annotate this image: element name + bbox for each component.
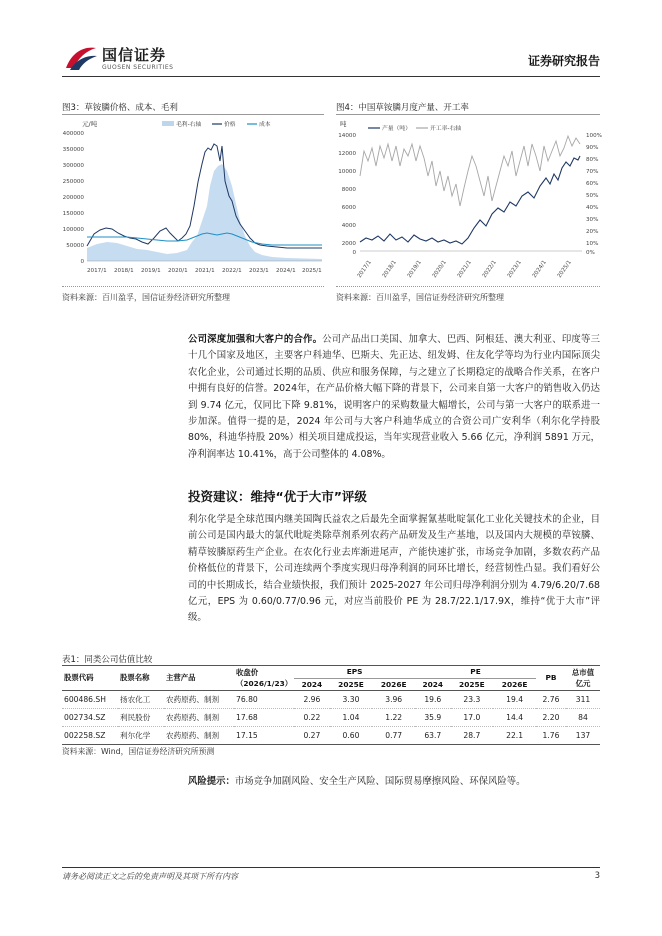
- page-header: [0, 0, 662, 78]
- guosen-logo-icon: [64, 42, 98, 72]
- cell-name: 扬农化工: [120, 694, 151, 704]
- table-row: [62, 708, 600, 726]
- cell-eps2: 3.30: [342, 694, 360, 704]
- x-tick: 2024/1: [531, 259, 548, 280]
- y-tick: 6000: [341, 205, 356, 211]
- cell-pe1: 63.7: [424, 730, 442, 740]
- figure3-unit: 元/吨: [82, 120, 98, 128]
- x-tick: 2017/1: [87, 268, 107, 274]
- y-tick: 0: [80, 259, 84, 265]
- legend-util: 开工率-右轴: [430, 126, 462, 132]
- risk-warning: [188, 773, 600, 787]
- legend-cost: 成本: [259, 122, 271, 128]
- section-title-investment: 投资建议：维持“优于大市”评级: [188, 489, 367, 504]
- th-eps-2024: 2024: [294, 678, 329, 690]
- y-tick: 150000: [62, 211, 84, 217]
- y-tick-right: 70%: [586, 169, 599, 175]
- cell-mktcap: 311: [575, 694, 591, 704]
- y-tick: 50000: [66, 243, 84, 249]
- cell-price: 17.68: [236, 712, 258, 722]
- th-pb: PB: [536, 666, 566, 690]
- th-mktcap-unit: 亿元: [566, 678, 600, 690]
- cell-pb: 2.76: [542, 694, 560, 704]
- figure4-chart: [336, 116, 600, 284]
- x-tick: 2023/1: [249, 268, 269, 274]
- y-tick-right: 30%: [586, 217, 599, 223]
- x-tick: 2017/1: [356, 259, 373, 280]
- figure4-caption: 图4：中国草铵膦月度产量、开工率: [336, 103, 469, 113]
- cell-name: 利尔化学: [120, 730, 151, 740]
- y-tick-right: 0%: [586, 250, 595, 256]
- cell-mktcap: 84: [578, 712, 588, 722]
- cell-eps3: 0.77: [385, 730, 403, 740]
- figure4-top-rule: [336, 114, 600, 115]
- y-tick: 0: [352, 250, 356, 256]
- figure3-x-axis: [87, 268, 322, 274]
- cell-eps2: 1.04: [342, 712, 360, 722]
- y-tick-right: 60%: [586, 181, 599, 187]
- cell-pe3: 14.4: [506, 712, 524, 722]
- cell-product: 农药原药、制剂: [166, 694, 220, 704]
- header-divider: [62, 76, 600, 77]
- y-tick: 8000: [341, 187, 356, 193]
- cell-pe1: 35.9: [424, 712, 442, 722]
- th-code: 股票代码: [62, 666, 118, 690]
- legend-price: 价格: [224, 122, 236, 128]
- y-tick: 250000: [62, 179, 84, 185]
- figure3-chart: [62, 116, 324, 284]
- cell-name: 利民股份: [120, 712, 151, 722]
- y-tick-right: 80%: [586, 157, 599, 163]
- x-tick: 2024/1: [276, 268, 296, 274]
- figure4-source: 资料来源：百川盈孚，国信证券经济研究所整理: [336, 293, 504, 302]
- cell-price: 76.80: [236, 694, 258, 704]
- y-tick: 2000: [341, 241, 356, 247]
- paragraph-lead: 公司深度加强和大客户的合作。: [188, 334, 323, 345]
- y-tick: 10000: [338, 169, 356, 175]
- y-tick-right: 10%: [586, 241, 599, 247]
- y-tick: 14000: [338, 133, 356, 139]
- th-name: 股票名称: [118, 666, 164, 690]
- figure4-y-axis-left: [338, 133, 356, 256]
- x-tick: 2018/1: [114, 268, 134, 274]
- x-tick: 2020/1: [431, 259, 448, 280]
- risk-text: 市场竞争加剧风险、安全生产风险、国际贸易摩擦风险、环保风险等。: [234, 776, 526, 787]
- th-eps: EPS: [294, 666, 415, 678]
- figure4-unit: 吨: [340, 120, 347, 128]
- table-row: [62, 690, 600, 708]
- x-tick: 2020/1: [168, 268, 188, 274]
- cell-eps3: 3.96: [385, 694, 403, 704]
- legend-output: 产量（吨）: [382, 126, 411, 132]
- th-eps-2026e: 2026E: [372, 678, 415, 690]
- cell-product: 农药原药、制剂: [166, 712, 220, 722]
- cell-pe2: 23.3: [463, 694, 481, 704]
- utilization-line: [360, 136, 580, 206]
- figure3-source: 资料来源：百川盈孚，国信证券经济研究所整理: [62, 293, 230, 302]
- y-tick-right: 40%: [586, 205, 599, 211]
- figure3-bottom-rule: [62, 286, 324, 287]
- y-tick-right: 50%: [586, 193, 599, 199]
- cell-code: 600486.SH: [64, 694, 106, 704]
- cell-code: 002734.SZ: [64, 712, 106, 722]
- figure3-y-axis: [63, 131, 85, 265]
- y-tick: 350000: [62, 147, 84, 153]
- th-eps-2025e: 2025E: [330, 678, 373, 690]
- cell-mktcap: 137: [575, 730, 591, 740]
- cell-code: 002258.SZ: [64, 730, 106, 740]
- table-row: [62, 726, 600, 744]
- risk-label: 风险提示：: [188, 776, 235, 787]
- y-tick: 200000: [62, 195, 84, 201]
- cell-eps1: 2.96: [303, 694, 321, 704]
- th-product: 主营产品: [164, 666, 234, 690]
- company-name-en: GUOSEN SECURITIES: [102, 64, 174, 71]
- output-line: [360, 156, 580, 244]
- table-source: 资料来源：Wind，国信证券经济研究所预测: [62, 747, 215, 756]
- y-tick-right: 20%: [586, 229, 599, 235]
- th-pe: PE: [415, 666, 536, 678]
- y-tick-right: 100%: [586, 133, 602, 139]
- x-tick: 2021/1: [195, 268, 215, 274]
- cell-price: 17.15: [236, 730, 258, 740]
- cell-pe2: 28.7: [463, 730, 481, 740]
- th-price-date: （2026/1/23）: [236, 679, 293, 689]
- x-tick: 2022/1: [222, 268, 242, 274]
- th-price: 收盘价: [236, 667, 259, 677]
- y-tick: 300000: [62, 163, 84, 169]
- cell-pe3: 19.4: [506, 694, 524, 704]
- cell-eps2: 0.60: [342, 730, 360, 740]
- y-tick: 4000: [341, 223, 356, 229]
- th-mktcap: 总市值: [571, 667, 595, 677]
- x-tick: 2022/1: [481, 259, 498, 280]
- y-tick: 100000: [62, 227, 84, 233]
- legend-margin: 毛利-右轴: [176, 122, 202, 128]
- x-tick: 2019/1: [406, 259, 423, 280]
- footer-divider: [62, 867, 600, 868]
- figure3-top-rule: [62, 114, 324, 115]
- paragraph-investment-advice: 利尔化学是全球范围内继美国陶氏益农之后最先全面掌握氰基吡啶氯化工业化关键技术的企业，目前公司是国内最大的氯代吡啶类除草剂系列农药产品研发及生产基地，以及国内大规模的草铵膦、精草铵膦原药生产企业。在农化行业去库渐进尾声，产能快速扩张，市场竞争加剧，多数农药产品价格低位的背景下，公司连续两个季度实现归母净利润的同环比增长，经营韧性凸显。我们看好公司的中长期成长，结合业绩快报，我们预计 2025-2027 年公司归母净利润分别为 4.79/6.20/7.68 亿元，EPS 为 0.60/0.77/0.96 元，对应当前股价 PE 为 28.7/22.1/17.9X，维持“优于大市”评级。: [188, 514, 600, 624]
- page-number: 3: [594, 871, 600, 881]
- x-tick: 2021/1: [456, 259, 473, 280]
- legend-swatch-margin: [162, 121, 174, 126]
- x-tick: 2025/1: [556, 259, 573, 280]
- x-tick: 2019/1: [141, 268, 161, 274]
- th-pe-2024: 2024: [415, 678, 450, 690]
- figure4-bottom-rule: [336, 286, 600, 287]
- y-tick: 400000: [62, 131, 84, 137]
- cell-eps1: 0.22: [303, 712, 321, 722]
- x-tick: 2025/1: [302, 268, 322, 274]
- cell-pe2: 17.0: [463, 712, 481, 722]
- figure4-y-axis-right: [586, 133, 602, 256]
- cell-pe1: 19.6: [424, 694, 442, 704]
- th-pe-2026e: 2026E: [493, 678, 536, 690]
- cell-eps1: 0.27: [303, 730, 321, 740]
- company-name-cn: 国信证券: [102, 46, 167, 64]
- cell-pb: 1.76: [542, 730, 560, 740]
- th-pe-2025e: 2025E: [451, 678, 494, 690]
- report-type: 证券研究报告: [527, 54, 600, 68]
- valuation-table: [62, 666, 600, 745]
- figure4-x-axis: [357, 259, 573, 279]
- cell-product: 农药原药、制剂: [166, 730, 220, 740]
- y-tick: 12000: [338, 151, 356, 157]
- table-caption: 表1：同类公司估值比较: [62, 655, 153, 665]
- y-tick-right: 90%: [586, 145, 599, 151]
- margin-area: [87, 164, 322, 261]
- figure3-caption: 图3：草铵膦价格、成本、毛利: [62, 103, 178, 113]
- cell-eps3: 1.22: [385, 712, 403, 722]
- footer-disclaimer: 请务必阅读正文之后的免责声明及其项下所有内容: [62, 872, 238, 881]
- cell-pe3: 22.1: [506, 730, 524, 740]
- x-tick: 2023/1: [506, 259, 523, 280]
- paragraph-customer-cooperation: [188, 332, 600, 463]
- paragraph-body: 公司产品出口美国、加拿大、巴西、阿根廷、澳大利亚、印度等三十几个国家及地区，主要客户科迪华、巴斯夫、先正达、纽发姆、住友化学等均为行业内国际顶尖农化企业，公司通过长期的品质、供应和服务保障，与之建立了长期稳定的战略合作关系，在客户中拥有良好的信誉。2024年，在产品价格大幅下降的背景下，公司来自第一大客户的销售收入仍达到 9.74 亿元，仅同比下降 9.81%，说明客户的采购数量大幅增长，公司与第一大客户的联系进一步加深。值得一提的是，2024 年公司与大客户科迪华成立的合资公司广安利华（利尔化学持股 80%，科迪华持股 20%）相关项目建成投运，当年实现营业收入 5.66 亿元，净利润 5891 万元，净利润率达 10.41%，高于公司整体的 4.08%。: [188, 334, 600, 460]
- x-tick: 2018/1: [381, 259, 398, 280]
- cell-pb: 2.20: [542, 712, 560, 722]
